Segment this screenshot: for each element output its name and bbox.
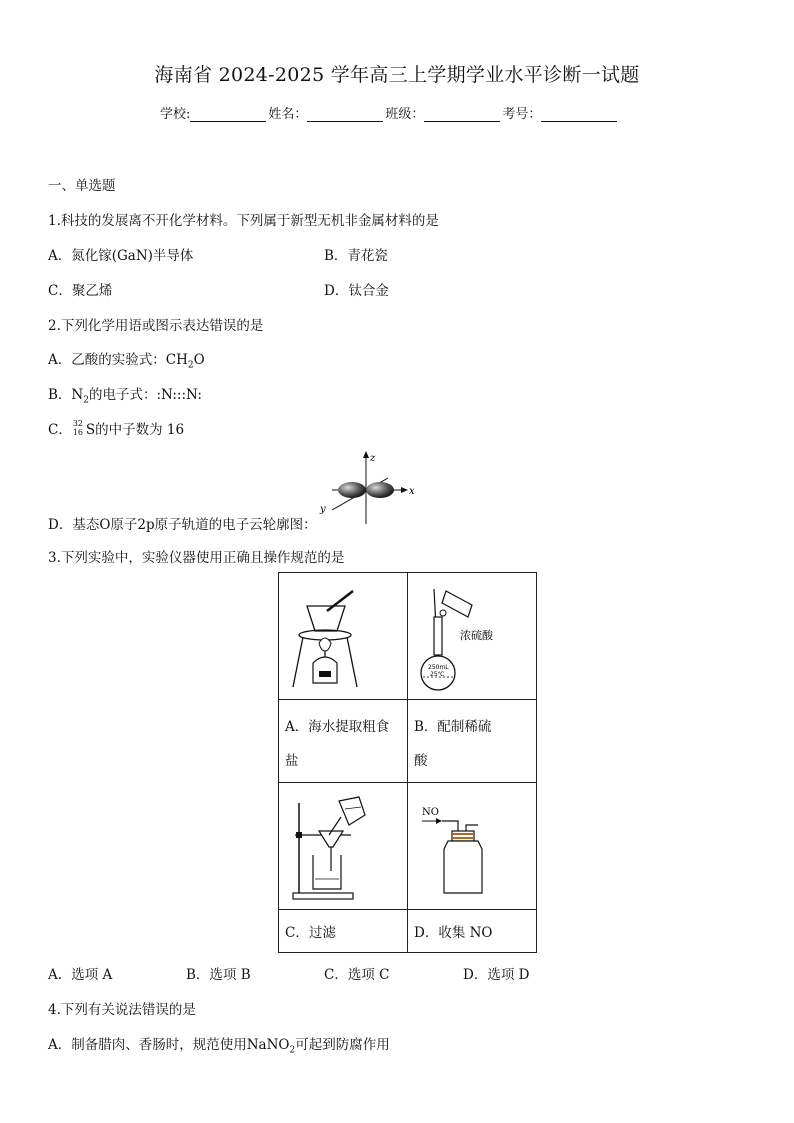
cell-caption-a	[279, 700, 408, 783]
q2-c-text: C．	[48, 422, 72, 438]
p-orbital-diagram	[312, 448, 422, 528]
q4-a-sub: 2	[289, 1045, 296, 1056]
caption-d: D．收集 NO	[414, 925, 493, 941]
q2-b-sub: 2	[83, 395, 89, 406]
evaporation-apparatus-icon	[279, 573, 407, 699]
orbital-lobe-right	[366, 482, 394, 498]
gas-collection-bottle-icon	[408, 783, 536, 909]
axis-x-label: x	[409, 486, 415, 497]
caption-a-line2: 盐	[285, 753, 299, 769]
q3-stem: 3.下列实验中，实验仪器使用正确且操作规范的是	[48, 550, 345, 566]
q2-stem: 2.下列化学用语或图示表达错误的是	[48, 318, 264, 334]
experiment-table	[278, 572, 537, 953]
caption-a-line1: A．海水提取粗食	[285, 719, 390, 735]
cell-caption-d	[408, 910, 537, 953]
filtration-apparatus-icon	[279, 783, 407, 909]
name-blank[interactable]	[307, 107, 383, 122]
axis-z-label: z	[370, 453, 376, 464]
orbital-lobe-left	[338, 482, 366, 498]
student-info-line	[160, 103, 619, 122]
q1-option-c[interactable]: C．聚乙烯	[48, 283, 113, 299]
cell-caption-c	[279, 910, 408, 953]
exam-title: 海南省 2024-2025 学年高三上学期学业水平诊断一试题	[154, 64, 640, 86]
q2-option-c[interactable]	[48, 418, 184, 438]
name-label: 姓名：	[268, 107, 308, 122]
cell-img-gas-collection	[408, 783, 537, 910]
x-axis-arrow	[401, 487, 408, 493]
q4-a-text: A．制备腊肉、香肠时，规范使用NaNO	[48, 1037, 290, 1053]
isotope-notation	[72, 421, 86, 437]
axis-y-label: y	[320, 504, 326, 515]
q2-a-text: A．乙酸的实验式：CH	[48, 352, 188, 368]
q3-option-a[interactable]: A．选项 A	[48, 967, 113, 983]
no-gas-label: NO	[422, 807, 439, 818]
q4-stem: 4.下列有关说法错误的是	[48, 1002, 196, 1018]
flask-temp-label: 25℃	[430, 671, 445, 678]
q2-option-b[interactable]	[48, 383, 202, 406]
q2-b-text: B．N	[48, 387, 84, 403]
class-blank[interactable]	[424, 107, 500, 122]
atomic-number: 16	[72, 428, 84, 437]
q2-a-tail: O	[193, 352, 205, 368]
q1-stem: 1.科技的发展离不开化学材料。下列属于新型无机非金属材料的是	[48, 213, 439, 229]
exam-number-label: 考号：	[502, 107, 542, 122]
school-blank[interactable]	[190, 107, 266, 122]
q1-option-b[interactable]: B．青花瓷	[324, 248, 388, 264]
q2-option-d[interactable]: D．基态O原子2p原子轨道的电子云轮廓图：	[48, 517, 317, 533]
cell-caption-b	[408, 700, 537, 783]
q2-a-sub: 2	[187, 360, 194, 371]
q3-option-c[interactable]: C．选项 C	[324, 967, 390, 983]
section-title: 一、单选题	[48, 178, 116, 194]
cell-img-filtration	[279, 783, 408, 910]
q2-option-a[interactable]	[48, 348, 205, 371]
flask-volume-label: 250mL	[428, 664, 449, 671]
concentrated-acid-label: 浓硫酸	[460, 629, 493, 642]
q1-option-a[interactable]: A．氮化镓(GaN)半导体	[48, 248, 194, 264]
q3-option-b[interactable]: B．选项 B	[186, 967, 251, 983]
class-label: 班级：	[385, 107, 425, 122]
q3-option-d[interactable]: D．选项 D	[463, 967, 530, 983]
q2-c-tail: S的中子数为 16	[85, 422, 185, 438]
q4-a-tail: 可起到防腐作用	[295, 1037, 390, 1053]
exam-number-blank[interactable]	[541, 107, 617, 122]
z-axis-arrow	[363, 451, 369, 458]
mass-number: 32	[72, 419, 84, 428]
school-label: 学校:	[160, 107, 191, 122]
q1-option-d[interactable]: D．钛合金	[324, 283, 389, 299]
caption-b-line1: B．配制稀硫	[414, 719, 492, 735]
cell-img-evaporation	[279, 573, 408, 700]
q4-option-a[interactable]	[48, 1033, 390, 1056]
caption-c: C．过滤	[285, 925, 336, 941]
caption-b-line2: 酸	[414, 753, 428, 769]
q2-b-tail: 的电子式：:N:::N:	[88, 387, 202, 403]
cell-img-dilution	[408, 573, 537, 700]
volumetric-flask-icon	[408, 573, 536, 699]
